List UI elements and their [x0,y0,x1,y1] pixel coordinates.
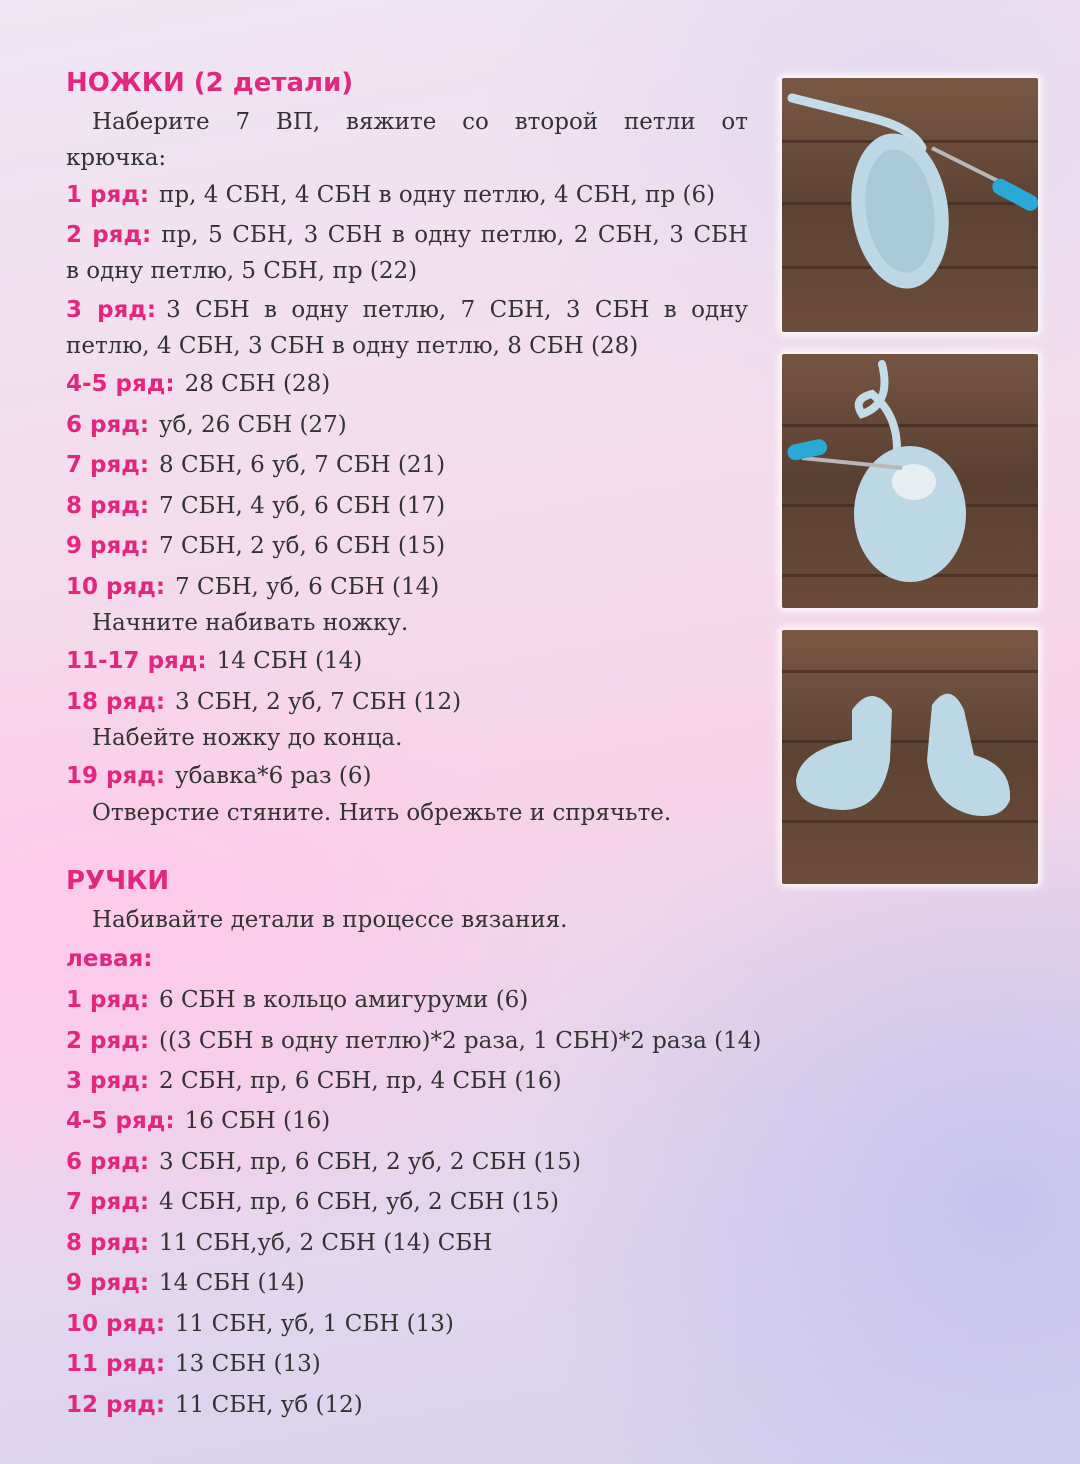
row-label: 12 ряд: [66,1392,166,1418]
row-label: 4-5 ряд: [66,1108,175,1134]
row-label: 11-17 ряд: [66,648,207,674]
arms-title: РУЧКИ [66,866,170,896]
row-text: 11 СБН, уб (12) [175,1392,363,1418]
legs-row-2 [66,217,748,253]
legs-row-7 [66,447,445,483]
row-text: 14 СБН (14) [216,648,363,674]
arms-intro: Набивайте детали в процессе вязания. [92,907,568,933]
legs-row-2-cont: в одну петлю, 5 СБН, пр (22) [66,258,418,284]
arms-row-8 [66,1225,492,1261]
legs-note-finish: Набейте ножку до конца. [92,725,403,751]
legs-row-9 [66,528,445,564]
row-text: 28 СБН (28) [184,371,331,397]
arms-row-3 [66,1063,562,1099]
legs-row-11-17 [66,643,362,679]
row-text: пр, 5 СБН, 3 СБН в одну петлю, 2 СБН, 3 СБН [161,222,748,248]
arms-row-12 [66,1387,363,1423]
arms-row-6 [66,1144,581,1180]
arms-row-2 [66,1023,761,1059]
legs-row-3-cont: петлю, 4 СБН, 3 СБН в одну петлю, 8 СБН (28) [66,333,639,359]
row-label: 10 ряд: [66,1311,166,1337]
row-label: 7 ряд: [66,1189,150,1215]
photo-foot-stuffing [782,354,1038,608]
legs-row-8 [66,488,445,524]
row-text: 6 СБН в кольцо амигуруми (6) [159,987,529,1013]
row-label: 10 ряд: [66,574,166,600]
legs-row-10 [66,569,439,605]
row-label: 18 ряд: [66,689,166,715]
row-text: 16 СБН (16) [184,1108,331,1134]
legs-note-stuff: Начните набивать ножку. [92,610,409,636]
row-label: 3 ряд: [66,297,157,323]
row-text: ((3 СБН в одну петлю)*2 раза, 1 СБН)*2 раза (14) [159,1028,762,1054]
row-label: 8 ряд: [66,1230,150,1256]
row-label: 8 ряд: [66,493,150,519]
row-label: 1 ряд: [66,182,150,208]
row-text: 7 СБН, 4 уб, 6 СБН (17) [159,493,446,519]
row-label: 2 ряд: [66,1028,150,1054]
arms-row-4-5 [66,1103,330,1139]
legs-row-6 [66,407,347,443]
row-text: пр, 4 СБН, 4 СБН в одну петлю, 4 СБН, пр (6) [159,182,716,208]
row-text: 3 СБН, пр, 6 СБН, 2 уб, 2 СБН (15) [159,1149,581,1175]
row-label: 9 ряд: [66,1270,150,1296]
arms-row-7 [66,1184,559,1220]
legs-row-18 [66,684,461,720]
row-text: 4 СБН, пр, 6 СБН, уб, 2 СБН (15) [159,1189,559,1215]
row-label: 6 ряд: [66,412,150,438]
row-text: 7 СБН, 2 уб, 6 СБН (15) [159,533,446,559]
row-text: 14 СБН (14) [159,1270,305,1296]
legs-row-3 [66,292,748,328]
row-label: 2 ряд: [66,222,152,248]
row-text: 8 СБН, 6 уб, 7 СБН (21) [159,452,446,478]
arms-row-11 [66,1346,321,1382]
arms-row-9 [66,1265,305,1301]
row-label: 1 ряд: [66,987,150,1013]
row-label: 11 ряд: [66,1351,166,1377]
legs-row-1 [66,177,715,213]
row-text: уб, 26 СБН (27) [159,412,347,438]
legs-title: НОЖКИ (2 детали) [66,68,354,98]
row-text: 2 СБН, пр, 6 СБН, пр, 4 СБН (16) [159,1068,562,1094]
row-label: 4-5 ряд: [66,371,175,397]
row-label: 7 ряд: [66,452,150,478]
row-text: 3 СБН, 2 уб, 7 СБН (12) [175,689,462,715]
arms-row-1 [66,982,528,1018]
legs-intro-line-2: крючка: [66,145,167,171]
row-label: 3 ряд: [66,1068,150,1094]
row-text: 3 СБН в одну петлю, 7 СБН, 3 СБН в одну [166,297,749,323]
row-text: 11 СБН,уб, 2 СБН (14) СБН [159,1230,493,1256]
row-label: 19 ряд: [66,763,166,789]
row-text: убавка*6 раз (6) [175,763,372,789]
subtitle-label: левая: [66,946,153,972]
legs-intro-line-1: Наберите 7 ВП, вяжите со второй петли от [92,109,748,135]
row-text: 11 СБН, уб, 1 СБН (13) [175,1311,454,1337]
photo-finished-legs [782,630,1038,884]
photo-sole [782,78,1038,332]
legs-note-close: Отверстие стяните. Нить обрежьте и спрячьте. [92,800,672,826]
legs-row-19 [66,758,371,794]
row-text: 7 СБН, уб, 6 СБН (14) [175,574,440,600]
arms-row-10 [66,1306,454,1342]
legs-row-4-5 [66,366,330,402]
row-label: 6 ряд: [66,1149,150,1175]
arms-subtitle [66,941,163,977]
row-text: 13 СБН (13) [175,1351,321,1377]
row-label: 9 ряд: [66,533,150,559]
